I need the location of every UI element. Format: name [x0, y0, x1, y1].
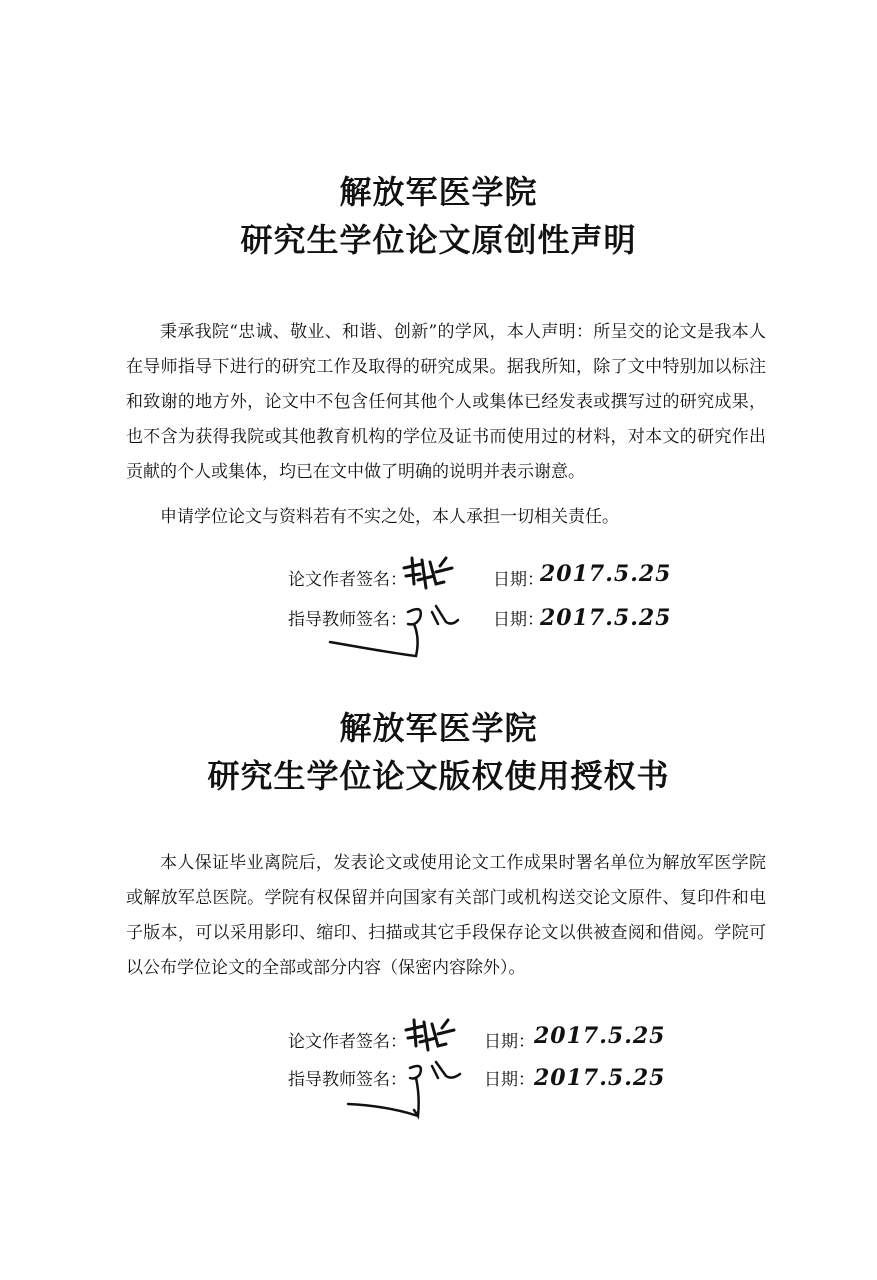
- authorization-title-line1: 解放军医学院: [339, 709, 538, 747]
- authorization-author-signature-row: [288, 1024, 688, 1060]
- declaration-advisor-signature-row: [288, 602, 688, 638]
- declaration-title-line2: 研究生学位论文原创性声明: [240, 221, 637, 259]
- advisor-sign-label-2: 指导教师签名：: [288, 1070, 407, 1090]
- advisor-date: 2017.5.25: [540, 605, 672, 631]
- advisor-date-label: 日期：: [493, 610, 544, 630]
- author-date-label-2: 日期：: [484, 1032, 535, 1052]
- authorization-paragraph-1: 本人保证毕业离院后，发表论文或使用论文工作成果时署名单位为解放军医学院或解放军总医院。学院有权保留并向国家有关部门或机构送交论文原件、复印件和电子版本，可以采用影印、缩印、扫描或其它手段保存论文以供被查阅和借阅。学院可以公布学位论文的全部或部分内容（保密内容除外）。: [126, 853, 766, 978]
- declaration-paragraph-1: 秉承我院“忠诚、敬业、和谐、创新”的学风，本人声明：所呈交的论文是我本人在导师指导下进行的研究工作及取得的研究成果。据我所知，除了文中特别加以标注和致谢的地方外，论文中不包含任何其他个人或集体已经发表或撰写过的研究成果，也不含为获得我院或其他教育机构的学位及证书而使用过的材料，对本文的研究作出贡献的个人或集体，均已在文中做了明确的说明并表示谢意。: [126, 322, 766, 482]
- advisor-signature: [328, 602, 458, 679]
- advisor-signature-2: [348, 1058, 468, 1141]
- author-date-2: 2017.5.25: [534, 1023, 666, 1049]
- author-sign-label: 论文作者签名：: [288, 570, 407, 590]
- author-date: 2017.5.25: [540, 561, 672, 587]
- author-date-label: 日期：: [493, 570, 544, 590]
- authorization-title-line2: 研究生学位论文版权使用授权书: [207, 757, 670, 795]
- advisor-date-label-2: 日期：: [484, 1070, 535, 1090]
- advisor-date-2: 2017.5.25: [534, 1065, 666, 1091]
- author-sign-label-2: 论文作者签名：: [288, 1032, 407, 1052]
- declaration-paragraph-2: 申请学位论文与资料若有不实之处，本人承担一切相关责任。: [160, 507, 619, 527]
- declaration-author-signature-row: [288, 562, 688, 598]
- advisor-sign-label: 指导教师签名：: [288, 610, 407, 630]
- authorization-advisor-signature-row: [288, 1062, 688, 1098]
- declaration-title-line1: 解放军医学院: [339, 173, 538, 211]
